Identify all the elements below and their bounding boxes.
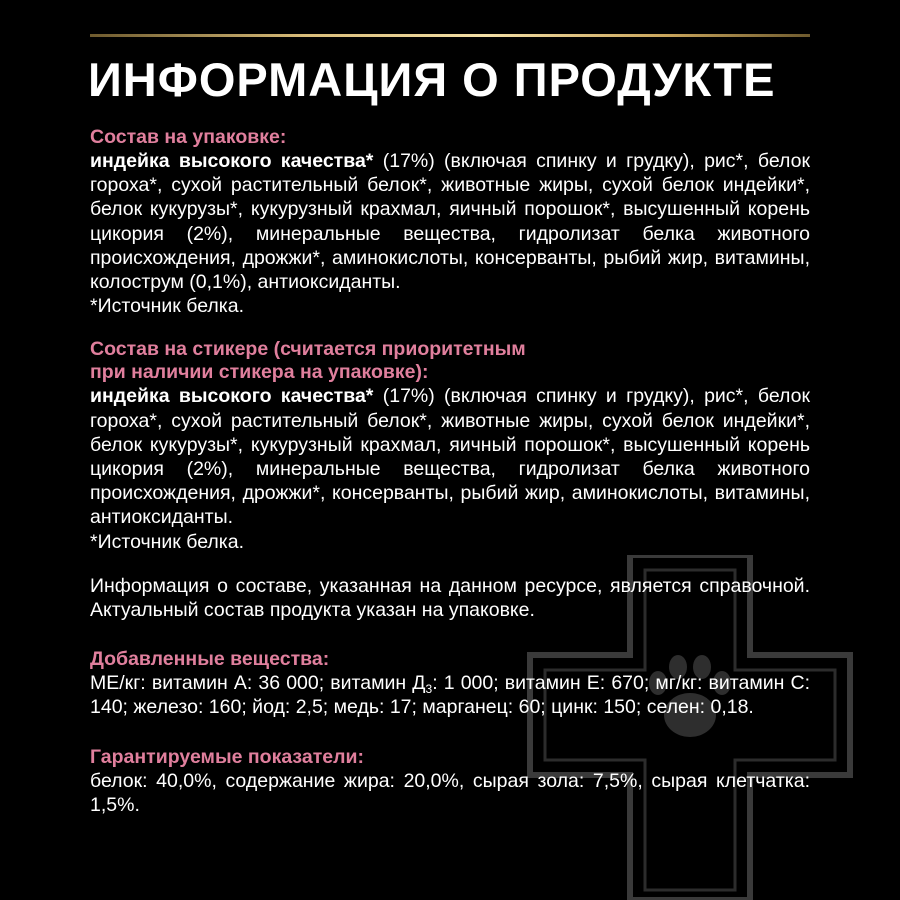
composition-sticker-section: [90, 338, 810, 553]
composition-package-footnote: *Источник белка.: [90, 295, 245, 318]
composition-package-section: [90, 126, 810, 318]
guaranteed-section: [90, 746, 810, 817]
page-title: ИНФОРМАЦИЯ О ПРОДУКТЕ: [88, 53, 776, 106]
additives-text-part2: : 1 000; витамин Е: 670; мг/кг: витамин С: 140; железо: 160; йод: 2,5; медь: 17; марганец: 60; цинк: 150; селен: 0,18.: [90, 672, 811, 719]
composition-sticker-lead: индейка высокого качества*: [90, 385, 374, 408]
additives-section: [90, 648, 810, 719]
composition-package-text: [90, 149, 810, 294]
guaranteed-text: белок: 40,0%, содержание жира: 20,0%, сырая зола: 7,5%, сырая клетчатка: 1,5%.: [90, 769, 810, 816]
additives-subscript: 3: [425, 682, 433, 697]
composition-sticker-footnote: *Источник белка.: [90, 530, 245, 553]
additives-heading: Добавленные вещества:: [90, 648, 330, 671]
composition-sticker-heading-line2: при наличии стикера на упаковке):: [90, 361, 429, 384]
composition-package-body: (17%) (включая спинку и грудку), рис*, белок гороха*, сухой растительный белок*, животные жиры, сухой белок индейки*, белок кукурузы*, кукурузный крахмал, яичный порошок*, высушенный корень цикория (2%), минеральные вещества, гидролизат белка животного происхождения, дрожжи*, аминокислоты, консерванты, рыбий жир, витамины, колострум (0,1%), антиоксиданты.: [90, 150, 811, 294]
composition-sticker-heading: [90, 338, 810, 384]
content: [90, 126, 810, 817]
info-note: Информация о составе, указанная на данном ресурсе, является справочной. Актуальный состав продукта указан на упаковке.: [90, 574, 810, 622]
additives-text: [90, 671, 810, 719]
gold-divider: [90, 34, 810, 37]
composition-package-heading: Состав на упаковке:: [90, 126, 287, 148]
composition-package-lead: индейка высокого качества*: [90, 150, 374, 172]
composition-sticker-heading-line1: Состав на стикере (считается приоритетным: [90, 338, 526, 361]
additives-text-part1: МЕ/кг: витамин А: 36 000; витамин Д: [90, 672, 426, 695]
composition-sticker-text: [90, 384, 810, 529]
composition-sticker-body: (17%) (включая спинку и грудку), рис*, белок гороха*, сухой растительный белок*, животные жиры, сухой белок индейки*, белок кукурузы*, кукурузный крахмал, яичный порошок*, высушенный корень цикория (2%), минеральные вещества, гидролизат белка животного происхождения, дрожжи*, консерванты, рыбий жир, аминокислоты, витамины, антиоксиданты.: [90, 385, 811, 529]
guaranteed-heading: Гарантируемые показатели:: [90, 745, 364, 768]
